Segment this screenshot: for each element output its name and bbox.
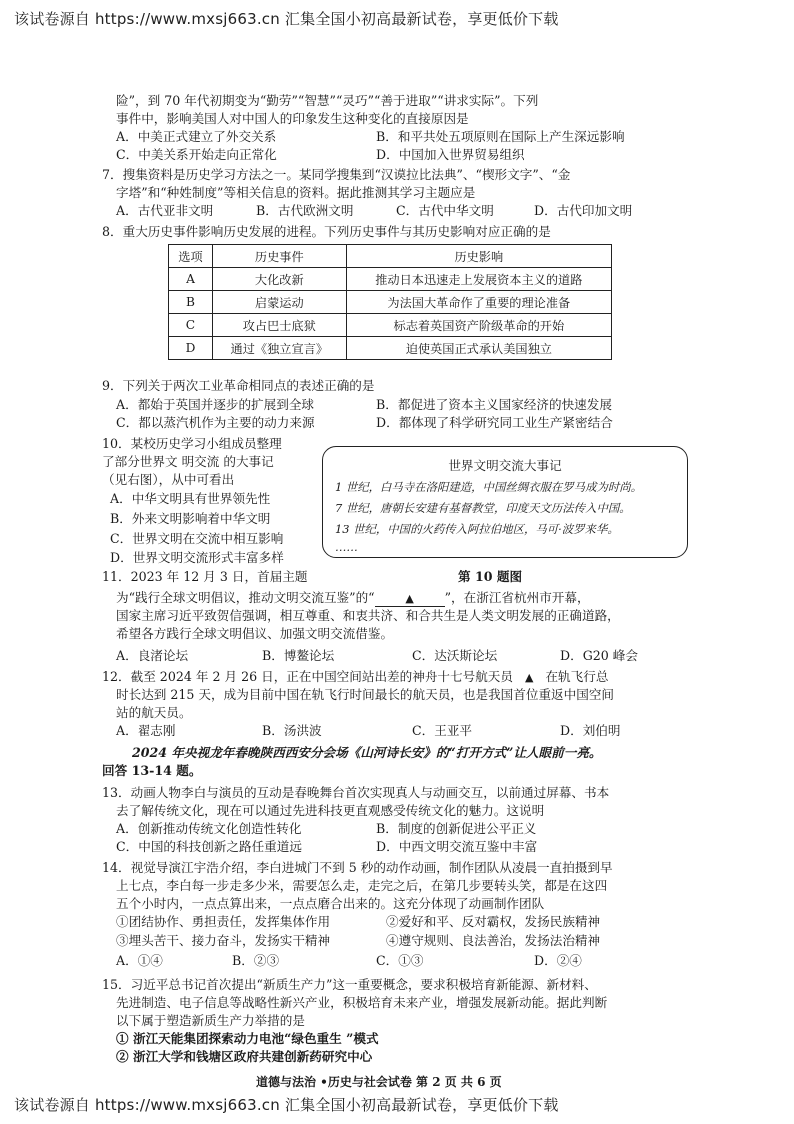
q10-line-2: 了部分世界文 明交流 的大事记 bbox=[102, 454, 274, 469]
q8-stem: 8．重大历史事件影响历史发展的进程。下列历史事件与其历史影响对应正确的是 bbox=[102, 224, 551, 239]
timeline-entry: 7 世纪，唐朝长安建有基督教堂，印度天文历法传入中国。 bbox=[335, 501, 631, 515]
table-row bbox=[169, 268, 612, 291]
q15-statement-1: ① 浙江天能集团探索动力电池“绿色重生 ”模式 bbox=[116, 1031, 379, 1046]
watermark-top: 该试卷源自 https://www.mxsj663.cn 汇集全国小初高最新试卷，享更低价下载 bbox=[14, 10, 559, 28]
q9-option-d: D．都体现了科学研究同工业生产紧密结合 bbox=[376, 415, 613, 430]
q15-line-1: 15．习近平总书记首次提出“新质生产力”这一重要概念，要求积极培育新能源、新材料、 bbox=[102, 977, 597, 992]
q13-option-b: B．制度的创新促进公平正义 bbox=[376, 821, 537, 836]
q11-line-2 bbox=[116, 589, 590, 607]
section-intro-line-2: 回答 13-14 题。 bbox=[102, 763, 202, 778]
q11-line-2-end: ”，在浙江省杭州市开幕， bbox=[444, 590, 590, 605]
q12-option-d: D．刘伯明 bbox=[560, 723, 621, 738]
q13-option-a: A．创新推动传统文化创造性转化 bbox=[116, 821, 302, 836]
answer-blank bbox=[375, 593, 445, 607]
q12-line-1-start: 12．截至 2024 年 2 月 26 日，正在中国空间站出差的神舟十七号航天员 bbox=[102, 669, 513, 684]
triangle-icon: ▲ bbox=[405, 592, 414, 605]
q9-option-b: B．都促进了资本主义国家经济的快速发展 bbox=[376, 397, 612, 412]
table-header-cell: 选项 bbox=[169, 245, 213, 268]
table-cell: 迫使英国正式承认美国独立 bbox=[346, 337, 611, 360]
section-intro-line-1: 2024 年央视龙年春晚陕西西安分会场《山河诗长安》的“打开方式”让人眼前一亮。 bbox=[132, 745, 602, 760]
q12-line-1-end: 在轨飞行总 bbox=[545, 669, 609, 684]
q12-line-1 bbox=[102, 668, 608, 686]
table-cell: 通过《独立宣言》 bbox=[212, 337, 346, 360]
table-header-cell: 历史事件 bbox=[212, 245, 346, 268]
q6-option-a: A．中美正式建立了外交关系 bbox=[116, 129, 277, 144]
q14-line-3: 五个小时内，一点点算出来，一点点磨合出来的。这充分体现了动画制作团队 bbox=[116, 896, 545, 911]
q12-line-3: 站的航天员。 bbox=[116, 705, 192, 720]
q12-line-2: 时长达到 215 天，成为目前中国在轨飞行时间最长的航天员，也是我国首位重返中国空间 bbox=[116, 687, 615, 702]
q15-line-2: 先进制造、电子信息等战略性新兴产业，积极培育未来产业，增强发展新动能。据此判断 bbox=[116, 995, 608, 1010]
q6-line-1: 险”，到 70 年代初期变为“勤劳”“智慧”“灵巧”“善于进取”“讲求实际”。下列 bbox=[116, 93, 539, 108]
q11-line-4: 希望各方践行全球文明倡议、加强文明交流借鉴。 bbox=[116, 626, 394, 641]
q6-line-2: 事件中，影响美国人对中国人的印象发生这种变化的直接原因是 bbox=[116, 111, 469, 126]
q11-option-b: B．博鳌论坛 bbox=[262, 648, 335, 663]
q9-option-a: A．都始于英国并逐步的扩展到全球 bbox=[116, 397, 315, 412]
watermark-bottom: 该试卷源自 https://www.mxsj663.cn 汇集全国小初高最新试卷，享更低价下载 bbox=[14, 1096, 559, 1114]
q8-table bbox=[168, 244, 612, 360]
q13-line-1: 13．动画人物李白与演员的互动是春晚舞台首次实现真人与动画交互，以前通过屏幕、书本 bbox=[102, 785, 610, 800]
q12-option-a: A．翟志刚 bbox=[116, 723, 176, 738]
q13-line-2: 去了解传统文化，现在可以通过先进科技更直观感受传统文化的魅力。这说明 bbox=[116, 803, 545, 818]
q14-statement-3: ③埋头苦干、接力奋斗，发扬实干精神 bbox=[116, 933, 331, 948]
q14-option-d: D．②④ bbox=[534, 953, 582, 968]
q6-option-c: C．中美关系开始走向正常化 bbox=[116, 147, 277, 162]
q11-line-3: 国家主席习近平致贺信强调，相互尊重、和衷共济、和合共生是人类文明发展的正确道路， bbox=[116, 608, 620, 623]
table-cell: 为法国大革命作了重要的理论准备 bbox=[346, 291, 611, 314]
q14-statement-1: ①团结协作、勇担责任，发挥集体作用 bbox=[116, 914, 331, 929]
triangle-icon: ▲ bbox=[524, 671, 534, 684]
table-header-row bbox=[169, 245, 612, 268]
q10-line-3: （见右图），从中可看出 bbox=[102, 472, 235, 487]
q7-option-d: D．古代印加文明 bbox=[534, 203, 633, 218]
table-cell: 启蒙运动 bbox=[212, 291, 346, 314]
q7-option-b: B．古代欧洲文明 bbox=[256, 203, 354, 218]
timeline-entry: 13 世纪，中国的火药传入阿拉伯地区，马可·波罗来华。 bbox=[335, 522, 619, 536]
q13-option-d: D．中西文明交流互鉴中丰富 bbox=[376, 839, 538, 854]
q11-option-d: D．G20 峰会 bbox=[560, 648, 638, 663]
q6-option-d: D．中国加入世界贸易组织 bbox=[376, 147, 525, 162]
q6-option-b: B．和平共处五项原则在国际上产生深远影响 bbox=[376, 129, 625, 144]
timeline-entry: 1 世纪，白马寺在洛阳建造，中国丝绸衣服在罗马成为时尚。 bbox=[335, 480, 643, 494]
q9-stem: 9．下列关于两次工业革命相同点的表述正确的是 bbox=[102, 378, 375, 393]
table-row bbox=[169, 314, 612, 337]
q11-option-a: A．良渚论坛 bbox=[116, 648, 189, 663]
q10-option-a: A．中华文明具有世界领先性 bbox=[110, 491, 271, 506]
q10-option-b: B．外来文明影响着中华文明 bbox=[110, 511, 271, 526]
table-row bbox=[169, 291, 612, 314]
page-footer: 道德与法治 •历史与社会试卷 第 2 页 共 6 页 bbox=[256, 1075, 502, 1089]
table-cell: C bbox=[169, 314, 213, 337]
q15-line-3: 以下属于塑造新质生产力举措的是 bbox=[116, 1013, 305, 1028]
q14-statement-4: ④遵守规则、良法善治，发扬法治精神 bbox=[386, 933, 601, 948]
q12-option-c: C．王亚平 bbox=[412, 723, 473, 738]
q7-option-a: A．古代亚非文明 bbox=[116, 203, 214, 218]
table-cell: 推动日本迅速走上发展资本主义的道路 bbox=[346, 268, 611, 291]
q14-line-2: 上七点，李白每一步走多少米，需要怎么走，走完之后，在第几步要转头笑，都是在这四 bbox=[116, 878, 608, 893]
q10-option-c: C．世界文明在交流中相互影响 bbox=[110, 531, 284, 546]
q12-option-b: B．汤洪波 bbox=[262, 723, 322, 738]
q7-option-c: C．古代中华文明 bbox=[396, 203, 494, 218]
q13-option-c: C．中国的科技创新之路任重道远 bbox=[116, 839, 302, 854]
q15-statement-2: ② 浙江大学和钱塘区政府共建创新药研究中心 bbox=[116, 1049, 373, 1064]
timeline-entry: …… bbox=[335, 540, 358, 554]
q14-option-c: C．①③ bbox=[376, 953, 424, 968]
q7-line-1: 7．搜集资料是历史学习方法之一。某同学搜集到“汉谟拉比法典”、“楔形文字”、“金 bbox=[102, 167, 571, 182]
table-cell: 大化改新 bbox=[212, 268, 346, 291]
q14-option-b: B．②③ bbox=[232, 953, 280, 968]
q10-figure-caption: 第 10 题图 bbox=[458, 569, 523, 584]
table-row bbox=[169, 337, 612, 360]
table-cell: B bbox=[169, 291, 213, 314]
q9-option-c: C．都以蒸汽机作为主要的动力来源 bbox=[116, 415, 315, 430]
q7-line-2: 字塔”和“种姓制度”等相关信息的资料。据此推测其学习主题应是 bbox=[116, 185, 476, 200]
q10-option-d: D．世界文明交流形式丰富多样 bbox=[110, 550, 284, 565]
table-cell: A bbox=[169, 268, 213, 291]
table-cell: 标志着英国资产阶级革命的开始 bbox=[346, 314, 611, 337]
timeline-box-title: 世界文明交流大事记 bbox=[448, 458, 562, 473]
q11-option-c: C．达沃斯论坛 bbox=[412, 648, 498, 663]
table-header-cell: 历史影响 bbox=[346, 245, 611, 268]
world-civilization-timeline-box bbox=[322, 446, 688, 558]
table-cell: D bbox=[169, 337, 213, 360]
q11-line-2-start: 为“践行全球文明倡议，推动文明交流互鉴”的“ bbox=[116, 590, 375, 605]
q14-option-a: A．①④ bbox=[116, 953, 163, 968]
q11-line-1: 11．2023 年 12 月 3 日，首届主题 bbox=[102, 569, 308, 584]
q14-statement-2: ②爱好和平、反对霸权，发扬民族精神 bbox=[386, 914, 601, 929]
q14-line-1: 14．视觉导演江宇浩介绍，李白进城门不到 5 秒的动作动画，制作团队从凌晨一直拍摄到早 bbox=[102, 860, 613, 875]
table-cell: 攻占巴士底狱 bbox=[212, 314, 346, 337]
q10-line-1: 10．某校历史学习小组成员整理 bbox=[102, 436, 282, 451]
